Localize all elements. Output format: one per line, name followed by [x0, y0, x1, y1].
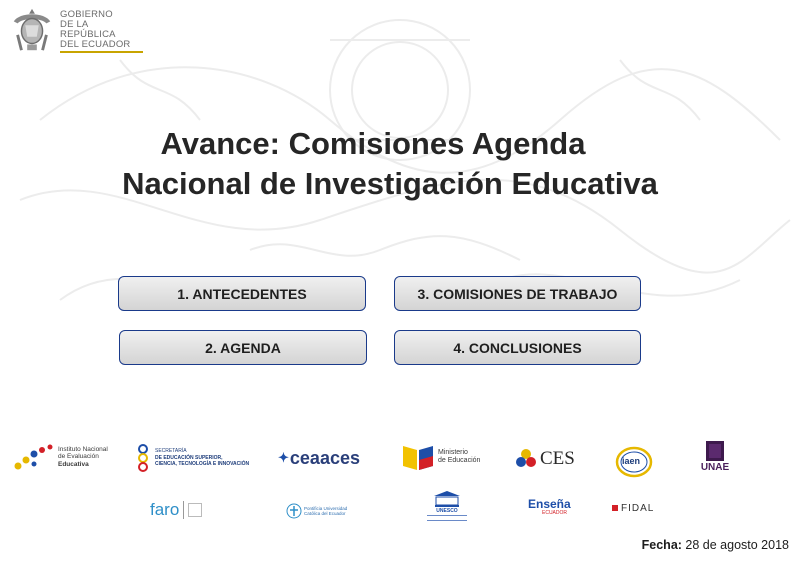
gov-line-1: GOBIERNO [60, 8, 113, 20]
senescyt-emblem-icon [134, 443, 152, 473]
unesco-text: UNESCO [436, 508, 458, 514]
title-line-1: Avance: Comisiones Agenda [160, 126, 586, 161]
gov-line-3: DEL ECUADOR [60, 40, 143, 53]
ceaaces-mark-icon: ✦ [278, 450, 289, 465]
ecuador-seal-icon [8, 7, 56, 55]
unesco-temple-icon [432, 490, 462, 508]
mineduc-book-icon [401, 442, 435, 472]
iaen-text: iaen [622, 456, 641, 466]
comisiones-de-trabajo-button[interactable]: 3. COMISIONES DE TRABAJO [394, 276, 641, 311]
puce-cross-icon [286, 503, 302, 519]
conclusiones-button[interactable]: 4. CONCLUSIONES [394, 330, 641, 365]
unesco-logo [422, 490, 472, 526]
ineval-logo [12, 440, 122, 474]
faro-divider [183, 501, 184, 519]
ineval-line-1: Instituto Nacional [58, 445, 108, 453]
puce-line-1: Pontificia Universidad [304, 505, 348, 511]
ceaaces-text: ceaaces [289, 447, 360, 468]
senescyt-line-3: CIENCIA, TECNOLOGÍA E INNOVACIÓN [155, 461, 250, 468]
government-logo [8, 6, 143, 56]
ensena-ecuador-logo [528, 498, 580, 524]
ineval-dots-icon [12, 442, 56, 472]
title-line-2: Nacional de Investigación Educativa [122, 166, 658, 201]
ces-logo [514, 446, 578, 472]
ceaaces-logo [278, 446, 368, 470]
senescyt-line-1: SECRETARÍA [155, 448, 187, 455]
fidal-mark-icon [612, 505, 618, 511]
ces-circles-icon [514, 447, 538, 471]
date-value: 28 de agosto 2018 [685, 538, 789, 552]
ces-text: CES [540, 448, 575, 469]
unae-square-icon [706, 441, 724, 461]
page-title [30, 124, 750, 204]
faro-tag-icon [188, 503, 202, 517]
ineval-line-3: Educativa [58, 460, 89, 468]
senescyt-logo [134, 443, 258, 473]
fidal-logo [612, 500, 672, 516]
ineval-line-2: de Evaluación [58, 453, 99, 461]
unae-text: UNAE [700, 462, 730, 473]
date-label: Fecha: [641, 538, 682, 552]
unesco-caption-lines [427, 515, 467, 521]
date-footer [642, 538, 789, 552]
faro-text: faro [150, 500, 180, 519]
mineduc-line-1: Ministerio [438, 449, 468, 456]
unae-logo [697, 441, 733, 477]
senescyt-line-2: DE EDUCACIÓN SUPERIOR, [155, 454, 223, 461]
fidal-text: FIDAL [621, 502, 655, 514]
antecedentes-button[interactable]: 1. ANTECEDENTES [118, 276, 366, 311]
mineduc-line-2: de Educación [438, 457, 481, 464]
ensena-sub-text: ECUADOR [542, 510, 568, 516]
faro-logo [150, 498, 220, 522]
agenda-button[interactable]: 2. AGENDA [119, 330, 367, 365]
iaen-logo [614, 446, 654, 480]
gov-line-2: DE LA REPÚBLICA [60, 18, 116, 40]
mineduc-logo [401, 441, 481, 473]
puce-line-2: Católica del Ecuador [304, 511, 346, 516]
ensena-text: Enseña [528, 497, 571, 511]
puce-logo [286, 500, 364, 522]
